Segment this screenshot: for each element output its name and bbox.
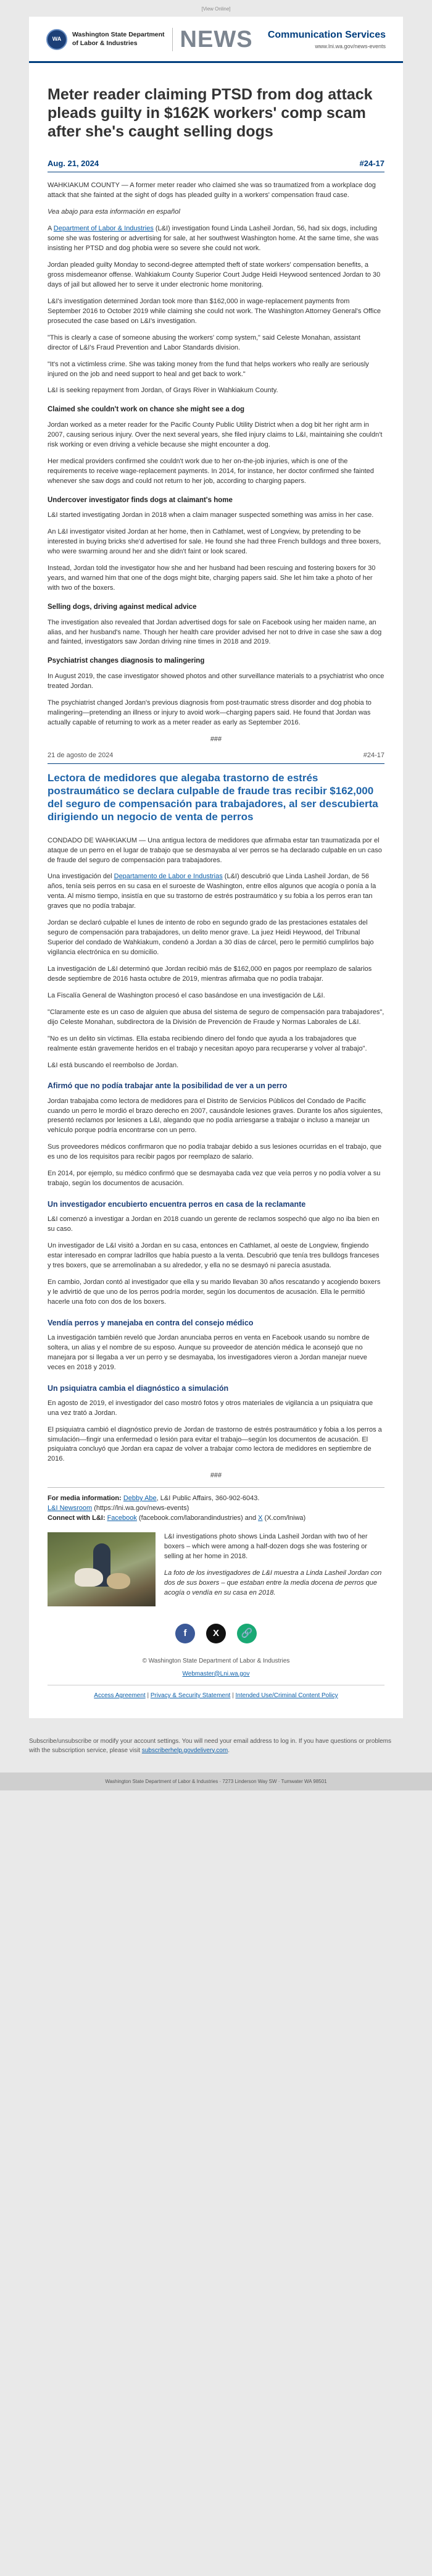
paragraph: The psychiatrist changed Jordan's previous diagnosis from post-traumatic stress disorder and dog phobia to malingering—pretending an illness or injury to avoid work—charging papers said. He found that Jordan was actually capable of returning to work as a meter reader as early as September 2016. [48, 699, 372, 726]
paragraph: L&I's investigation determined Jordan took more than $162,000 in wage-replacement payments from September 2016 to October 2019 while claiming she could not work. The Washington Attorney General's Office prosecuted the case based on L&I's investigation. [48, 297, 381, 325]
view-online-link[interactable]: [View Online] [201, 6, 231, 12]
paragraph: The investigation also revealed that Jordan advertised dogs for sale on Facebook using her maiden name, an alias, and her husband's name. Though her health care provider advised her not to drive in case she saw a dog and fainted, investigators saw Jordan driving nine times in 2018 and 2019. [48, 618, 382, 646]
paragraph: Jordan se declaró culpable el lunes de intento de robo en segundo grado de las prestaciones estatales del seguro de compensación para trabajadores, un delito menor grave. La juez Heidi Heywood, del Tribunal Superior del condado de Wahkiakum, condenó a Jordan a 30 días de cárcel, pero le permitió cumplirlos bajo vigilancia electrónica en su domicilio. [48, 919, 374, 956]
intended-use-link[interactable]: Intended Use/Criminal Content Policy [235, 1692, 338, 1700]
paragraph: El psiquiatra cambió el diagnóstico previo de Jordan de trastorno de estrés postraumático y fobia a los perros a simulación—fingir una enfermedad o lesión para evitar el trabajo—según los documentos de acusación. El psiquiatra concluyó que Jordan era capaz de volver a trabajar como lectora de medidores en septiembre de 2016. [48, 1425, 382, 1463]
paragraph: La Fiscalía General de Washington procesó el caso basándose en una investigación de L&I. [48, 991, 325, 999]
dog-figure [107, 1573, 130, 1589]
lni-spanish-link[interactable]: Departamento de Labor e Industrias [114, 873, 223, 881]
paragraph: CONDADO DE WAHKIAKUM — Una antigua lectora de medidores que afirmaba estar tan traumatizada por el ataque de un perro en el lugar de trabajo que se desmayaba al ver perros se ha declarado culpable en un caso de fraude del seguro de compensación para trabajadores. [48, 836, 382, 864]
spanish-dateline [48, 751, 384, 764]
subscription-notice [29, 1728, 403, 1768]
text: , L&I Public Affairs, 360-902-6043. [156, 1495, 260, 1503]
paragraph: Un investigador de L&I visitó a Jordan en su casa, entonces en Cathlamet, al oeste de Longview, fingiendo estar interesado en comprar ladrillos que había puesto a la venta. Descubrió que tenía tres bulldogs franceses y tres boxers, que se arremolinaban a su alrededor, y ella no se desmayó ni parecía asustada. [48, 1242, 380, 1269]
connect-line [48, 1514, 384, 1524]
facebook-link[interactable]: Facebook [107, 1514, 137, 1522]
x-link[interactable]: X [258, 1514, 263, 1522]
paragraph: L&I started investigating Jordan in 2018 when a claim manager suspected something was amiss in her case. [48, 511, 374, 519]
section-heading: Afirmó que no podía trabajar ante la posibilidad de ver a un perro [48, 1081, 288, 1091]
text: (L&I) descubrió que Linda Lasheil Jordan, de 56 años, tenía seis perros en su casa en el suroeste de Washington, entre ellos algunos que acogía o ponía a la venta. Al mismo tiempo, insistía en que su trastorno de estrés postraumático y su fobia a los perros eran tan graves que no podía trabajar. [48, 873, 376, 910]
text: Una investigación del [48, 873, 114, 881]
facebook-icon[interactable]: f [175, 1624, 195, 1643]
paragraph: Jordan pleaded guilty Monday to second-degree attempted theft of state workers' compensation benefits, a gross misdemeanor offense. Wahkiakum County Superior Court Judge Heidi Heywood sentenced Jordan to 30 days of jail but allowed her to serve it under electronic home monitoring. [48, 261, 381, 288]
service-url[interactable]: www.lni.wa.gov/news-events [315, 43, 386, 49]
lni-link[interactable]: Department of Labor & Industries [53, 225, 154, 233]
paragraph: Sus proveedores médicos confirmaron que no podía trabajar debido a sus lesiones ocurridas en el trabajo, que es uno de los requisitos para recibir pagos por reemplazo de salario. [48, 1143, 382, 1161]
section-heading: Un psiquiatra cambia el diagnóstico a simulación [48, 1383, 229, 1393]
footer-links [48, 1692, 384, 1701]
social-icons [48, 1624, 384, 1643]
caption-es: La foto de los investigadores de L&I muestra a Linda Lasheil Jordan con dos de sus boxers – que estaban entre la media docena de perros que acogía o vendía en su casa en 2018. [164, 1569, 382, 1596]
label: For media information: [48, 1495, 122, 1503]
service-block [268, 28, 386, 50]
end-mark: ### [210, 1472, 222, 1480]
section-heading: Undercover investigator finds dogs at claimant's home [48, 496, 233, 504]
newsroom-link[interactable]: L&I Newsroom [48, 1504, 93, 1512]
text: . [228, 1747, 230, 1754]
privacy-link[interactable]: Privacy & Security Statement [150, 1692, 231, 1700]
paragraph: Her medical providers confirmed she couldn't work due to her on-the-job injuries, which is one of the requirements to receive wage-replacement payments. In 2014, for instance, her doctor confirmed she fainted whenever she saw dogs and could not return to her job, according to charging papers. [48, 457, 374, 485]
content [29, 85, 403, 1643]
paragraph [48, 224, 384, 254]
logo-text [72, 31, 165, 47]
release-number: #24-17 [359, 158, 384, 168]
state-seal-icon: WA [46, 29, 67, 50]
paragraph: An L&I investigator visited Jordan at her home, then in Cathlamet, west of Longview, by pretending to be interested in buying bricks she'd advertised for sale. He found she had three French bulldogs and three boxers, who were swarming around her and she didn't faint or look scared. [48, 528, 381, 556]
paragraph: La investigación de L&I determinó que Jordan recibió más de $162,000 en pagos por reemplazo de salarios desde septiembre de 2016 hasta octubre de 2019, mientras afirmaba que no podía trabajar. [48, 965, 372, 983]
paragraph: L&I comenzó a investigar a Jordan en 2018 cuando un gerente de reclamos sospechó que algo no iba bien en su caso. [48, 1215, 380, 1233]
section-heading: Selling dogs, driving against medical advice [48, 603, 197, 611]
media-contact [48, 1494, 384, 1504]
spanish-number: #24-17 [363, 751, 384, 759]
photo-block [48, 1532, 384, 1606]
spanish-note: Vea abajo para esta información en español [48, 208, 180, 216]
investigation-photo [48, 1532, 156, 1606]
footer-address: Washington State Department of Labor & Industries · 7273 Linderson Way SW · Tumwater WA 98501 [0, 1773, 432, 1791]
section-heading: Vendía perros y manejaba en contra del consejo médico [48, 1318, 254, 1327]
paragraph: WAHKIAKUM COUNTY — A former meter reader who claimed she was so traumatized from a workplace dog attack that she fainted at the sight of dogs has pleaded guilty in a workers' compensation fraud case. [48, 182, 376, 199]
sep: | [230, 1692, 236, 1700]
label: Connect with L&I: [48, 1514, 106, 1522]
media-info [48, 1487, 384, 1524]
paragraph: En cambio, Jordan contó al investigador que ella y su marido llevaban 30 años rescatando y acogiendo boxers y le advirtió de que uno de los perros podría morder, según los documentos de acusación. Ella le permitió hacerle una foto con dos de los boxers. [48, 1278, 381, 1306]
contact-link[interactable]: Debby Abe [123, 1495, 157, 1503]
sep: | [145, 1692, 151, 1700]
subscribe-text: Subscribe/unsubscribe or modify your account settings. You will need your email address to log in. If you have questions or problems with the subscription service, please visit [29, 1737, 391, 1754]
paragraph: La investigación también reveló que Jordan anunciaba perros en venta en Facebook usando su nombre de soltera, un alias y el nombre de su esposo. Aunque su proveedor de atención médica le aconsejó que no manejara por si llegaba a ver un perro y se desmayaba, los investigadores vieron a Jordan manejar nueve veces en 2018 y 2019. [48, 1333, 370, 1371]
news-wordmark: NEWS [172, 28, 253, 51]
paragraph: "This is clearly a case of someone abusing the workers' comp system," said Celeste Monahan, assistant director of L&I's Fraud Prevention and Labor Standards division. [48, 334, 360, 351]
paragraph: "No es un delito sin víctimas. Ella estaba recibiendo dinero del fondo que ayuda a los trabajadores que realmente están gravemente heridos en el trabajo y necesitan apoyo para recuperarse y volver al trabajo". [48, 1034, 367, 1052]
paragraph: "It's not a victimless crime. She was taking money from the fund that helps workers who really are seriously injured on the job and need support to heal and get back to work." [48, 360, 369, 378]
header [29, 17, 403, 63]
copyright: © Washington State Department of Labor & Industries [142, 1658, 290, 1665]
paragraph: Jordan worked as a meter reader for the Pacific County Public Utility District when a dog bit her right arm in 2007, causing serious injury. Over the next several years, she filed injury claims to L&I, maintaining she couldn't risk working or even driving a vehicle because she might encounter a dog. [48, 421, 383, 448]
section-heading: Psychiatrist changes diagnosis to malingering [48, 657, 205, 665]
paragraph: L&I is seeking repayment from Jordan, of Grays River in Wahkiakum County. [48, 387, 278, 395]
text: (https://lni.wa.gov/news-events) [92, 1504, 189, 1512]
link-icon[interactable]: 🔗 [237, 1624, 257, 1643]
dog-figure [75, 1568, 103, 1587]
logo-line1: Washington State Department [72, 31, 165, 39]
lni-logo[interactable] [46, 28, 253, 51]
access-agreement-link[interactable]: Access Agreement [94, 1692, 146, 1700]
section-heading: Un investigador encubierto encuentra perros en casa de la reclamante [48, 1200, 306, 1209]
section-heading: Claimed she couldn't work on chance she might see a dog [48, 406, 245, 414]
paragraph [48, 872, 384, 912]
text: (L&I) investigation found Linda Lasheil Jordan, 56, had six dogs, including some she was fostering or advertising for sale, at her southwest Washington home. At the same time, she was insisting her PTSD and dog phobia were so severe she could not work. [48, 225, 379, 253]
paragraph: Jordan trabajaba como lectora de medidores para el Distrito de Servicios Públicos del Condado de Pacific cuando un perro le mordió el brazo derecho en 2007, causándole lesiones graves. Durante los años siguientes, presentó reclamos por lesiones a L&I, alegando que no podía arriesgarse a trabajar o incluso a manejar un vehículo porque podría encontrarse con un perro. [48, 1097, 383, 1135]
spanish-date: 21 de agosto de 2024 [48, 751, 114, 759]
paragraph: L&I está buscando el reembolso de Jordan. [48, 1061, 179, 1069]
paragraph: In August 2019, the case investigator showed photos and other surveillance materials to a psychiatrist who once treated Jordan. [48, 673, 384, 690]
email-sheet [29, 17, 403, 1718]
photo-caption [164, 1532, 384, 1606]
newsroom-line [48, 1504, 384, 1514]
paragraph: En 2014, por ejemplo, su médico confirmó que se desmayaba cada vez que veía perros y no podía volver a su trabajo, según los documentos de acusación. [48, 1170, 381, 1188]
article-title: Meter reader claiming PTSD from dog attack pleads guilty in $162K workers' comp scam after she's caught selling dogs [48, 85, 373, 140]
service-title: Communication Services [267, 30, 386, 41]
end-mark: ### [210, 735, 222, 743]
release-date: Aug. 21, 2024 [48, 158, 99, 168]
text: (X.com/lniwa) [262, 1514, 306, 1522]
subscriber-help-link[interactable]: subscriberhelp.govdelivery.com [141, 1747, 228, 1754]
text: (facebook.com/laborandindustries) and [136, 1514, 259, 1522]
paragraph: "Claramente este es un caso de alguien que abusa del sistema de seguro de compensación para trabajadores", dijo Celeste Monahan, subdirectora de la División de Prevención de Fraude y Normas Laborales de L&I. [48, 1008, 384, 1026]
webmaster-link[interactable]: Webmaster@Lni.wa.gov [182, 1670, 250, 1677]
caption-en: L&I investigations photo shows Linda Lasheil Jordan with two of her boxers – which were among a half-dozen dogs she was fostering or selling at her home in 2018. [164, 1533, 368, 1560]
text: A [48, 225, 54, 233]
dateline [48, 158, 384, 173]
footer [29, 1657, 403, 1718]
logo-line2: of Labor & Industries [72, 39, 138, 47]
paragraph: En agosto de 2019, el investigador del caso mostró fotos y otros materiales de vigilancia a un psiquiatra que una vez trató a Jordan. [48, 1399, 373, 1417]
spanish-title: Lectora de medidores que alegaba trastorno de estrés postraumático se declara culpable de fraude tras recibir $162,000 del seguro de compensación para trabajadores, al ser descubierta dirigiendo un negocio de venta de perros [48, 771, 378, 823]
paragraph: Instead, Jordan told the investigator how she and her husband had been rescuing and fostering boxers for 30 years, and warned him that one of the dogs might bite, charging papers said. She let him take a photo of her with two of the boxers. [48, 564, 376, 592]
x-icon[interactable]: X [206, 1624, 226, 1643]
